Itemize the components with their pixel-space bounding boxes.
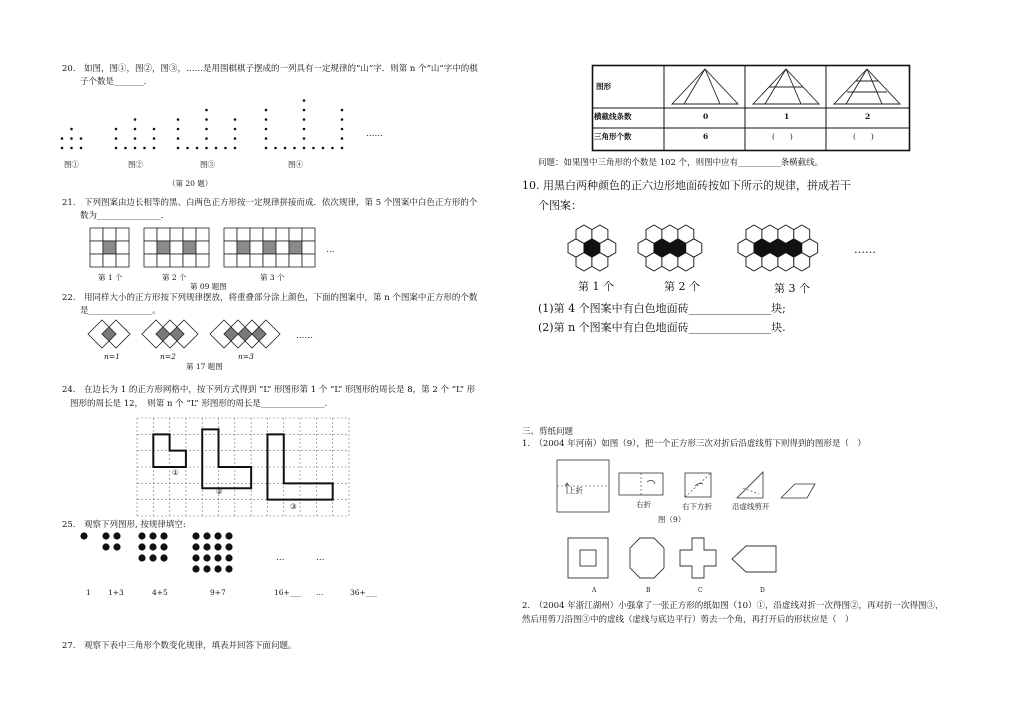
q20-text-line1: 20. 如图，图①，图②，图③，……是用围棋棋子摆成的一列具有一定规律的“山”字．则第 n 个“山”字中的棋 (62, 64, 478, 74)
q27-text: 27. 观察下表中三角形个数变化规律，填表并回答下面问题。 (62, 641, 297, 651)
stone (293, 147, 296, 150)
white-hexagon (762, 253, 778, 271)
dot (214, 543, 221, 550)
q10-text-line2: 个图案： (538, 199, 582, 212)
dot (149, 543, 156, 550)
stone (124, 147, 127, 150)
white-tile (183, 254, 196, 267)
white-hexagon (678, 225, 694, 243)
triangle-figure-1 (753, 69, 819, 104)
dot (214, 565, 221, 572)
overlap (170, 327, 184, 341)
q24-label-3: ③ (290, 502, 297, 511)
fold-step-2: 右折 (636, 500, 651, 509)
white-tile (183, 228, 196, 241)
q25-label-1: 1 (86, 588, 91, 597)
white-tile (196, 254, 209, 267)
q21-caption: 第 09 题图 (190, 282, 227, 291)
table-lines-2: 2 (865, 112, 871, 121)
stone (115, 137, 118, 140)
q24-grid-figure (137, 418, 349, 516)
stone (265, 109, 268, 112)
white-hexagon (662, 253, 678, 271)
white-tile (302, 228, 315, 241)
table-row-label-lines: 横截线条数 (594, 112, 632, 121)
stone (234, 147, 237, 150)
white-tile (144, 241, 157, 254)
q25-label-5: 16+___ (274, 588, 302, 597)
stone (265, 128, 268, 131)
dot (138, 554, 145, 561)
option-b: B (646, 587, 651, 594)
white-tile (116, 254, 129, 267)
q25-label-2: 1+3 (108, 588, 124, 597)
white-tile (90, 228, 103, 241)
white-hexagon (646, 253, 662, 271)
white-tile (196, 241, 209, 254)
triangle-figure-2 (834, 69, 900, 104)
black-tile (183, 241, 196, 254)
option-a: A (592, 587, 597, 594)
white-tile (116, 241, 129, 254)
white-tile (170, 254, 183, 267)
q24-label-1: ① (172, 468, 179, 477)
q25-label-4: 9+7 (210, 588, 226, 597)
dot (160, 532, 167, 539)
black-tile (157, 241, 170, 254)
stone (205, 118, 208, 121)
white-hexagon (746, 225, 762, 243)
dot (203, 554, 210, 561)
overlap (102, 327, 116, 341)
dot (138, 532, 145, 539)
stone (61, 147, 64, 150)
q27-question: 问题：如果图中三角形的个数是 102 个，则图中应有__________条横截线。 (538, 158, 824, 168)
stone (265, 118, 268, 121)
q22-text-line2: 是_______________。 (80, 306, 161, 316)
q25-label-6: … (316, 588, 324, 597)
white-hexagon (778, 225, 794, 243)
dot (102, 532, 109, 539)
table-row-label-figure: 图形 (596, 82, 611, 91)
overlap (224, 327, 238, 341)
white-tile (250, 254, 263, 267)
table-triangles-0: 6 (703, 132, 709, 141)
q21-label-1: 第 1 个 (98, 273, 123, 282)
q20-label-3: 图③ (200, 160, 215, 169)
white-hexagon (794, 225, 810, 243)
stone (341, 147, 344, 150)
l-shape (202, 429, 251, 488)
q21-text-line2: 数为_______________． (80, 211, 170, 221)
white-tile (144, 228, 157, 241)
q20-label-1: 图① (64, 160, 79, 169)
dot (225, 543, 232, 550)
stone (70, 128, 73, 131)
table-lines-0: 0 (703, 112, 709, 121)
white-tile (276, 228, 289, 241)
dot (225, 554, 232, 561)
q21-ellipsis: … (326, 245, 335, 255)
dot (192, 532, 199, 539)
dot (214, 532, 221, 539)
q22-label-1: n=1 (104, 352, 120, 361)
white-tile (116, 228, 129, 241)
fold-step-4: 沿虚线剪开 (732, 502, 770, 511)
q10-ellipsis: …… (854, 243, 876, 256)
white-tile (103, 254, 116, 267)
q25-ellipsis-1: … (276, 553, 285, 563)
white-tile (90, 254, 103, 267)
white-tile (237, 254, 250, 267)
stone (265, 147, 268, 150)
fold-step-3: 右下方折 (682, 502, 712, 511)
option-d: D (760, 587, 765, 594)
white-tile (224, 254, 237, 267)
option-c: C (698, 587, 703, 594)
q22-label-3: n=3 (238, 352, 254, 361)
white-hexagon (592, 253, 608, 271)
dot (225, 532, 232, 539)
white-tile (276, 254, 289, 267)
white-tile (224, 241, 237, 254)
dot (149, 532, 156, 539)
section3-p2-line2: 然后用剪刀沿图③中的虚线（虚线与底边平行）剪去一个角，再打开后的形状应是（ ） (522, 615, 854, 625)
dot (160, 543, 167, 550)
q24-label-2: ② (216, 487, 223, 496)
q24-text-line2: 图形的周长是 12， 则第 n 个 “L” 形图形的周长是_______________. (70, 399, 328, 409)
stone (177, 137, 180, 140)
cut-shape-options (566, 534, 782, 584)
stone (177, 147, 180, 150)
stone (205, 147, 208, 150)
white-tile (90, 241, 103, 254)
black-tile (237, 241, 250, 254)
stone (134, 128, 137, 131)
section3-heading: 三、剪纸问题 (522, 427, 574, 437)
black-tile (289, 241, 302, 254)
q20-text-line2: 子个数是_______． (80, 77, 153, 87)
stone (134, 118, 137, 121)
stone (115, 147, 118, 150)
q20-stone-figures (58, 88, 398, 158)
q10-sub1: (1)第 4 个图案中有白色地面砖_______________块; (538, 302, 786, 315)
stone (303, 137, 306, 140)
white-tile (170, 228, 183, 241)
stone (303, 99, 306, 102)
black-tile (263, 241, 276, 254)
stone (215, 147, 218, 150)
white-tile (237, 228, 250, 241)
dot (214, 554, 221, 561)
stone (143, 147, 146, 150)
stone (341, 137, 344, 140)
stone (134, 137, 137, 140)
white-tile (224, 228, 237, 241)
stone (115, 128, 118, 131)
stone (331, 147, 334, 150)
stone (205, 137, 208, 140)
dot (203, 532, 210, 539)
white-hexagon (678, 253, 694, 271)
dot (80, 532, 87, 539)
stone (70, 137, 73, 140)
stone (303, 128, 306, 131)
stone (274, 147, 277, 150)
q10-sub2: (2)第 n 个图案中有白色地面砖_______________块. (538, 321, 786, 334)
white-tile (276, 241, 289, 254)
q22-diamond-patterns (86, 318, 296, 350)
q21-tile-patterns (88, 226, 338, 272)
q21-label-3: 第 3 个 (260, 273, 285, 282)
q25-label-3: 4+5 (152, 588, 168, 597)
table-triangles-2: ( ) (853, 132, 874, 141)
q22-label-2: n=2 (160, 352, 176, 361)
q24-text-line1: 24. 在边长为 1 的正方形网格中，按下列方式得到 “L” 形图形第 1 个 “L” 形图形的周长是 8，第 2 个 “L” 形 (62, 385, 476, 395)
q21-label-2: 第 2 个 (162, 273, 187, 282)
table-triangles-1: ( ) (772, 132, 793, 141)
stone (153, 147, 156, 150)
stone (61, 137, 64, 140)
dot (138, 543, 145, 550)
stone (312, 147, 315, 150)
stone (80, 137, 83, 140)
q25-ellipsis-2: … (316, 553, 325, 563)
white-tile (263, 228, 276, 241)
white-hexagon (592, 225, 608, 243)
q22-ellipsis: …… (296, 331, 313, 341)
q10-text-line1: 10. 用黑白两种颜色的正六边形地面砖按如下所示的规律，拼成若干 (522, 179, 851, 192)
white-tile (103, 228, 116, 241)
dot (160, 554, 167, 561)
white-hexagon (576, 253, 592, 271)
section3-p2-line1: 2. （2004 年浙江湖州）小强拿了一张正方形的纸如图（10）①，沿虚线对折一次得图②，再对折一次得图③， (522, 601, 944, 611)
q20-label-4: 图④ (288, 160, 303, 169)
stone (234, 128, 237, 131)
white-tile (289, 228, 302, 241)
q25-text: 25. 观察下列图形, 按规律填空: (62, 520, 186, 530)
stone (134, 147, 137, 150)
overlap (252, 327, 266, 341)
q10-label-1: 第 1 个 (578, 280, 614, 293)
white-tile (196, 228, 209, 241)
table-lines-1: 1 (784, 112, 790, 121)
white-tile (170, 241, 183, 254)
stone (322, 147, 325, 150)
overlap (238, 327, 252, 341)
white-hexagon (746, 253, 762, 271)
q10-label-3: 第 3 个 (774, 282, 810, 295)
dot (192, 554, 199, 561)
stone (205, 109, 208, 112)
white-hexagon (662, 225, 678, 243)
q25-dot-figures (80, 530, 260, 586)
white-tile (157, 228, 170, 241)
stone (196, 147, 199, 150)
dot (113, 532, 120, 539)
q10-label-2: 第 2 个 (664, 280, 700, 293)
dot (203, 543, 210, 550)
section3-p1: 1. （2004 年河南）如图（9），把一个正方形三次对折后沿虚线剪下则得到的图形是（ ） (522, 439, 866, 449)
white-tile (250, 228, 263, 241)
stone (341, 128, 344, 131)
white-tile (302, 254, 315, 267)
white-tile (157, 254, 170, 267)
q25-label-7: 36+___ (350, 588, 378, 597)
stone (153, 128, 156, 131)
stone (341, 109, 344, 112)
white-tile (289, 254, 302, 267)
stone (303, 118, 306, 121)
stone (224, 147, 227, 150)
white-tile (144, 254, 157, 267)
stone (341, 118, 344, 121)
white-hexagon (576, 225, 592, 243)
white-hexagon (762, 225, 778, 243)
stone (234, 118, 237, 121)
stone (303, 147, 306, 150)
triangle-figure-0 (672, 69, 738, 104)
dot (192, 543, 199, 550)
stone (284, 147, 287, 150)
q22-caption: 第 17 题图 (186, 362, 223, 371)
stone (186, 147, 189, 150)
stone (234, 137, 237, 140)
q20-label-2: 图② (128, 160, 143, 169)
stone (177, 128, 180, 131)
stone (303, 109, 306, 112)
white-tile (250, 241, 263, 254)
stone (205, 128, 208, 131)
stone (70, 147, 73, 150)
q10-hexagon-patterns (568, 222, 848, 274)
white-hexagon (794, 253, 810, 271)
white-hexagon (778, 253, 794, 271)
dot (102, 543, 109, 550)
fold-step-1: 上折 (568, 486, 583, 495)
overlap (156, 327, 170, 341)
dot (203, 565, 210, 572)
dot (149, 554, 156, 561)
dot (225, 565, 232, 572)
q21-text-line1: 21. 下列图案由边长相等的黑、白两色正方形按一定规律拼接而成．依次规律，第 5 个图案中白色正方形的个 (62, 198, 478, 208)
stone (153, 137, 156, 140)
q22-text-line1: 22. 用同样大小的正方形按下列规律摆放，将重叠部分涂上颜色，下面的图案中，第 n 个图案中正方形的个数 (62, 293, 478, 303)
dot (192, 565, 199, 572)
black-tile (103, 241, 116, 254)
white-tile (302, 241, 315, 254)
stone (177, 118, 180, 121)
dot (113, 543, 120, 550)
white-tile (263, 254, 276, 267)
q20-ellipsis: …… (366, 129, 383, 139)
white-hexagon (646, 225, 662, 243)
stone (265, 137, 268, 140)
table-row-label-triangles: 三角形个数 (594, 132, 632, 141)
q20-caption: （第 20 题） (168, 179, 213, 188)
fig9-caption: 图（9） (658, 515, 686, 524)
stone (80, 147, 83, 150)
